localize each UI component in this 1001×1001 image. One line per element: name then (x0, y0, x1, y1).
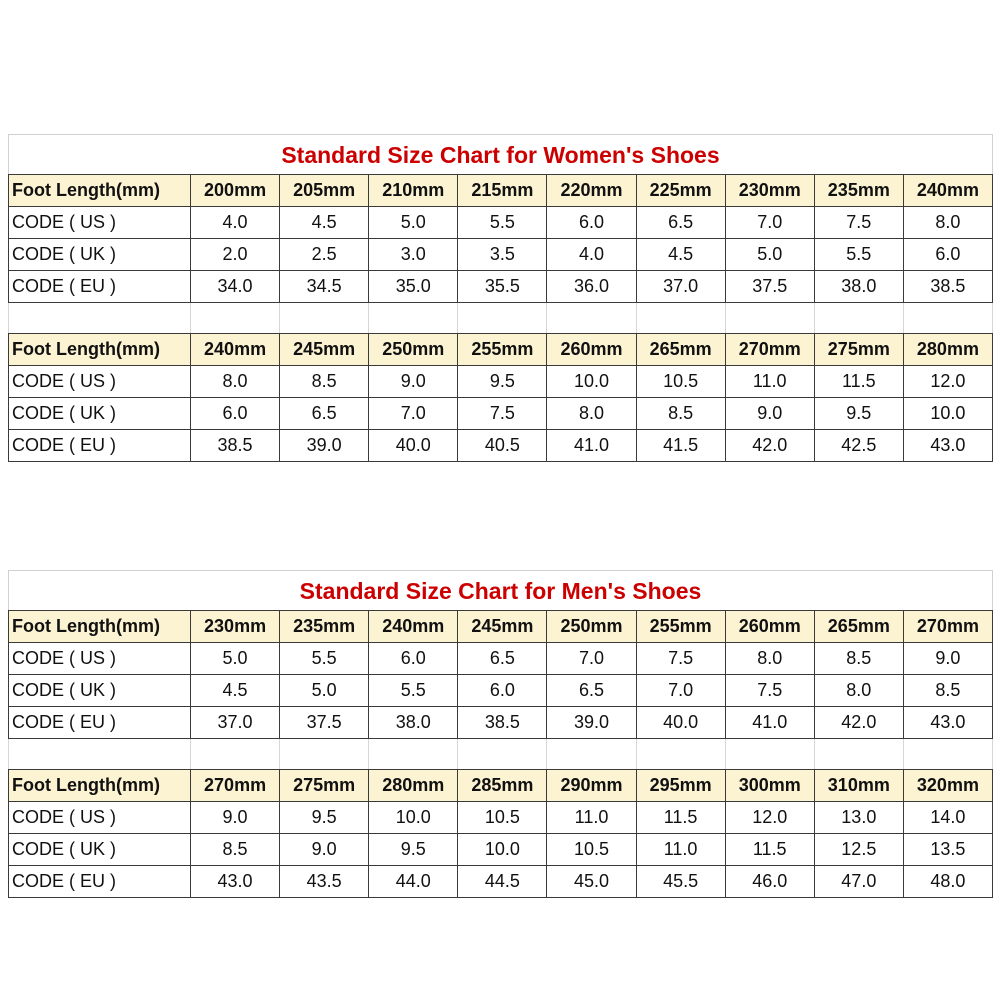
size-code-row (9, 366, 993, 398)
size-value-cell: 43.0 (903, 430, 992, 462)
size-value-cell: 5.0 (725, 239, 814, 271)
size-value-cell: 38.5 (191, 430, 280, 462)
foot-length-header-row (9, 611, 993, 643)
foot-length-cell: 265mm (636, 334, 725, 366)
row-label: CODE ( UK ) (9, 675, 191, 707)
row-label: CODE ( EU ) (9, 707, 191, 739)
size-value-cell: 2.5 (280, 239, 369, 271)
size-value-cell: 4.5 (191, 675, 280, 707)
size-value-cell: 11.0 (725, 366, 814, 398)
size-value-cell: 10.5 (547, 834, 636, 866)
size-code-row (9, 866, 993, 898)
size-value-cell: 7.5 (636, 643, 725, 675)
spacer-cell (636, 303, 725, 334)
size-value-cell: 6.5 (636, 207, 725, 239)
size-code-row (9, 834, 993, 866)
foot-length-cell: 235mm (814, 175, 903, 207)
foot-length-cell: 210mm (369, 175, 458, 207)
size-value-cell: 7.5 (725, 675, 814, 707)
foot-length-cell: 260mm (547, 334, 636, 366)
spacer-cell (903, 739, 992, 770)
size-value-cell: 6.5 (547, 675, 636, 707)
size-value-cell: 39.0 (547, 707, 636, 739)
size-code-row (9, 675, 993, 707)
women-size-chart (8, 134, 993, 462)
size-value-cell: 6.5 (458, 643, 547, 675)
foot-length-cell: 230mm (725, 175, 814, 207)
size-value-cell: 8.0 (725, 643, 814, 675)
size-value-cell: 2.0 (191, 239, 280, 271)
men-size-chart (8, 570, 993, 898)
size-value-cell: 7.0 (636, 675, 725, 707)
size-value-cell: 11.5 (814, 366, 903, 398)
size-value-cell: 37.0 (636, 271, 725, 303)
size-value-cell: 6.0 (369, 643, 458, 675)
size-value-cell: 13.5 (903, 834, 992, 866)
foot-length-cell: 295mm (636, 770, 725, 802)
foot-length-cell: 250mm (369, 334, 458, 366)
size-value-cell: 43.0 (903, 707, 992, 739)
size-value-cell: 10.0 (369, 802, 458, 834)
size-value-cell: 8.5 (903, 675, 992, 707)
size-value-cell: 5.5 (280, 643, 369, 675)
size-value-cell: 48.0 (903, 866, 992, 898)
row-label: CODE ( EU ) (9, 430, 191, 462)
men-table-body (9, 611, 993, 898)
size-value-cell: 34.0 (191, 271, 280, 303)
size-code-row (9, 239, 993, 271)
size-value-cell: 43.5 (280, 866, 369, 898)
size-value-cell: 9.0 (903, 643, 992, 675)
size-value-cell: 12.0 (903, 366, 992, 398)
size-value-cell: 7.0 (547, 643, 636, 675)
size-value-cell: 14.0 (903, 802, 992, 834)
size-value-cell: 45.0 (547, 866, 636, 898)
size-value-cell: 45.5 (636, 866, 725, 898)
size-value-cell: 38.0 (369, 707, 458, 739)
row-label: Foot Length(mm) (9, 770, 191, 802)
size-value-cell: 4.5 (280, 207, 369, 239)
size-value-cell: 44.0 (369, 866, 458, 898)
size-value-cell: 40.0 (369, 430, 458, 462)
foot-length-cell: 275mm (280, 770, 369, 802)
size-value-cell: 35.5 (458, 271, 547, 303)
spacer-cell (369, 303, 458, 334)
foot-length-cell: 255mm (458, 334, 547, 366)
spacer-cell (725, 739, 814, 770)
size-value-cell: 5.0 (191, 643, 280, 675)
women-chart-title: Standard Size Chart for Women's Shoes (8, 134, 993, 174)
foot-length-cell: 270mm (725, 334, 814, 366)
foot-length-cell: 260mm (725, 611, 814, 643)
size-value-cell: 6.0 (458, 675, 547, 707)
foot-length-cell: 320mm (903, 770, 992, 802)
size-value-cell: 8.0 (191, 366, 280, 398)
size-value-cell: 37.5 (725, 271, 814, 303)
size-value-cell: 8.0 (903, 207, 992, 239)
size-value-cell: 36.0 (547, 271, 636, 303)
size-code-row (9, 207, 993, 239)
row-label: Foot Length(mm) (9, 334, 191, 366)
size-value-cell: 37.0 (191, 707, 280, 739)
size-value-cell: 6.0 (547, 207, 636, 239)
spacer-cell (458, 739, 547, 770)
size-value-cell: 37.5 (280, 707, 369, 739)
foot-length-cell: 310mm (814, 770, 903, 802)
size-code-row (9, 271, 993, 303)
size-value-cell: 7.0 (369, 398, 458, 430)
foot-length-cell: 240mm (369, 611, 458, 643)
men-size-table (8, 610, 993, 898)
foot-length-cell: 230mm (191, 611, 280, 643)
size-value-cell: 38.5 (903, 271, 992, 303)
size-value-cell: 8.5 (636, 398, 725, 430)
women-table-body (9, 175, 993, 462)
row-label: Foot Length(mm) (9, 611, 191, 643)
size-value-cell: 8.0 (547, 398, 636, 430)
spacer-cell (814, 303, 903, 334)
size-value-cell: 5.0 (369, 207, 458, 239)
foot-length-cell: 240mm (903, 175, 992, 207)
size-value-cell: 43.0 (191, 866, 280, 898)
size-value-cell: 10.0 (547, 366, 636, 398)
size-value-cell: 9.0 (191, 802, 280, 834)
size-value-cell: 3.0 (369, 239, 458, 271)
spacer-cell (725, 303, 814, 334)
size-code-row (9, 430, 993, 462)
size-value-cell: 5.5 (369, 675, 458, 707)
size-value-cell: 5.5 (458, 207, 547, 239)
row-label: CODE ( EU ) (9, 866, 191, 898)
size-value-cell: 10.5 (458, 802, 547, 834)
foot-length-cell: 200mm (191, 175, 280, 207)
spacer-cell (280, 739, 369, 770)
size-value-cell: 6.0 (191, 398, 280, 430)
size-value-cell: 42.0 (814, 707, 903, 739)
size-value-cell: 5.0 (280, 675, 369, 707)
size-value-cell: 7.0 (725, 207, 814, 239)
size-value-cell: 44.5 (458, 866, 547, 898)
size-value-cell: 42.5 (814, 430, 903, 462)
row-label: CODE ( UK ) (9, 834, 191, 866)
size-code-row (9, 643, 993, 675)
size-value-cell: 11.5 (636, 802, 725, 834)
foot-length-cell: 280mm (369, 770, 458, 802)
size-code-row (9, 398, 993, 430)
size-value-cell: 8.5 (280, 366, 369, 398)
size-value-cell: 7.5 (458, 398, 547, 430)
foot-length-header-row (9, 175, 993, 207)
size-value-cell: 34.5 (280, 271, 369, 303)
size-value-cell: 41.0 (725, 707, 814, 739)
row-label: CODE ( US ) (9, 643, 191, 675)
foot-length-cell: 250mm (547, 611, 636, 643)
size-value-cell: 40.5 (458, 430, 547, 462)
foot-length-cell: 300mm (725, 770, 814, 802)
size-value-cell: 41.0 (547, 430, 636, 462)
spacer-cell (547, 303, 636, 334)
size-value-cell: 5.5 (814, 239, 903, 271)
size-value-cell: 8.0 (814, 675, 903, 707)
foot-length-cell: 275mm (814, 334, 903, 366)
size-value-cell: 6.0 (903, 239, 992, 271)
row-label: CODE ( EU ) (9, 271, 191, 303)
size-value-cell: 38.5 (458, 707, 547, 739)
size-value-cell: 47.0 (814, 866, 903, 898)
foot-length-cell: 235mm (280, 611, 369, 643)
spacer-cell (9, 739, 191, 770)
foot-length-cell: 245mm (280, 334, 369, 366)
size-value-cell: 41.5 (636, 430, 725, 462)
size-value-cell: 12.0 (725, 802, 814, 834)
size-value-cell: 9.0 (725, 398, 814, 430)
size-value-cell: 11.0 (547, 802, 636, 834)
foot-length-cell: 270mm (903, 611, 992, 643)
size-value-cell: 8.5 (191, 834, 280, 866)
row-label: CODE ( UK ) (9, 398, 191, 430)
size-value-cell: 9.5 (814, 398, 903, 430)
spacer-cell (458, 303, 547, 334)
spacer-cell (547, 739, 636, 770)
row-label: Foot Length(mm) (9, 175, 191, 207)
size-value-cell: 6.5 (280, 398, 369, 430)
size-value-cell: 13.0 (814, 802, 903, 834)
block-spacer-row (9, 739, 993, 770)
size-value-cell: 11.0 (636, 834, 725, 866)
spacer-cell (903, 303, 992, 334)
spacer-cell (280, 303, 369, 334)
size-value-cell: 4.0 (547, 239, 636, 271)
size-value-cell: 42.0 (725, 430, 814, 462)
size-value-cell: 4.5 (636, 239, 725, 271)
size-value-cell: 9.5 (280, 802, 369, 834)
size-value-cell: 12.5 (814, 834, 903, 866)
row-label: CODE ( UK ) (9, 239, 191, 271)
men-chart-title: Standard Size Chart for Men's Shoes (8, 570, 993, 610)
foot-length-cell: 205mm (280, 175, 369, 207)
size-value-cell: 10.0 (458, 834, 547, 866)
size-value-cell: 9.5 (369, 834, 458, 866)
spacer-cell (191, 303, 280, 334)
foot-length-cell: 285mm (458, 770, 547, 802)
foot-length-cell: 270mm (191, 770, 280, 802)
size-value-cell: 10.5 (636, 366, 725, 398)
size-value-cell: 9.0 (280, 834, 369, 866)
size-value-cell: 7.5 (814, 207, 903, 239)
size-value-cell: 35.0 (369, 271, 458, 303)
women-size-table (8, 174, 993, 462)
foot-length-cell: 215mm (458, 175, 547, 207)
row-label: CODE ( US ) (9, 366, 191, 398)
size-value-cell: 9.0 (369, 366, 458, 398)
foot-length-cell: 265mm (814, 611, 903, 643)
foot-length-cell: 290mm (547, 770, 636, 802)
size-value-cell: 46.0 (725, 866, 814, 898)
size-value-cell: 3.5 (458, 239, 547, 271)
spacer-cell (369, 739, 458, 770)
spacer-cell (814, 739, 903, 770)
size-code-row (9, 802, 993, 834)
foot-length-cell: 220mm (547, 175, 636, 207)
size-value-cell: 4.0 (191, 207, 280, 239)
foot-length-header-row (9, 770, 993, 802)
spacer-cell (9, 303, 191, 334)
foot-length-cell: 225mm (636, 175, 725, 207)
spacer-cell (191, 739, 280, 770)
size-value-cell: 11.5 (725, 834, 814, 866)
foot-length-cell: 245mm (458, 611, 547, 643)
foot-length-cell: 240mm (191, 334, 280, 366)
foot-length-cell: 255mm (636, 611, 725, 643)
row-label: CODE ( US ) (9, 207, 191, 239)
spacer-cell (636, 739, 725, 770)
size-value-cell: 10.0 (903, 398, 992, 430)
foot-length-cell: 280mm (903, 334, 992, 366)
size-value-cell: 38.0 (814, 271, 903, 303)
row-label: CODE ( US ) (9, 802, 191, 834)
block-spacer-row (9, 303, 993, 334)
size-value-cell: 39.0 (280, 430, 369, 462)
size-value-cell: 40.0 (636, 707, 725, 739)
size-code-row (9, 707, 993, 739)
size-value-cell: 8.5 (814, 643, 903, 675)
size-value-cell: 9.5 (458, 366, 547, 398)
foot-length-header-row (9, 334, 993, 366)
